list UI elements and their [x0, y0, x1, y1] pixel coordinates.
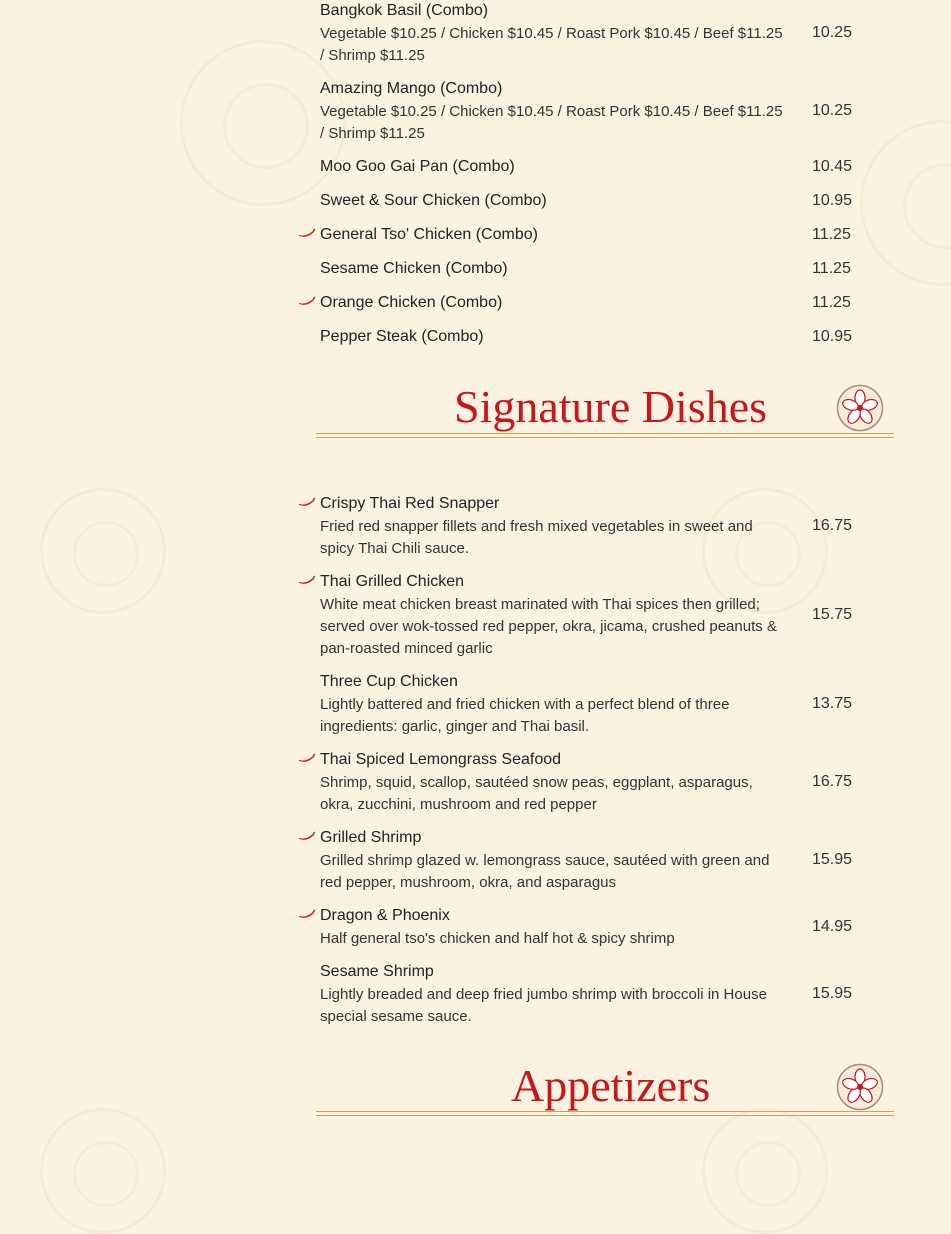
menu-item [320, 961, 790, 1028]
item-description: Shrimp, squid, scallop, sautéed snow peas, eggplant, asparagus, okra, zucchini, mushroom and red pepper [320, 774, 753, 813]
item-price: 10.95 [812, 328, 853, 345]
item-name: Pepper Steak (Combo) [320, 328, 484, 345]
item-name: Dragon & Phoenix [320, 907, 450, 924]
item-description: Lightly breaded and deep fried jumbo shrimp with broccoli in House special sesame sauce. [320, 986, 767, 1025]
section-title-appetizers: Appetizers [511, 1060, 711, 1111]
menu-item [320, 190, 790, 212]
item-price: 11.25 [812, 226, 851, 243]
item-name: Thai Grilled Chicken [320, 573, 465, 590]
background-ornament [40, 1108, 166, 1234]
item-description: Half general tso's chicken and half hot & spicy shrimp [320, 930, 675, 947]
item-name: Sesame Chicken (Combo) [320, 260, 508, 277]
menu-item [320, 326, 790, 348]
menu-item [320, 827, 790, 894]
menu-item [320, 905, 790, 950]
item-name: Sesame Shrimp [320, 963, 434, 980]
item-price: 13.75 [812, 695, 853, 712]
item-name: Thai Spiced Lemongrass Seafood [320, 751, 562, 768]
menu-item [320, 292, 790, 314]
section-divider [316, 433, 894, 438]
item-name: Crispy Thai Red Snapper [320, 495, 500, 512]
chili-pepper-icon [298, 575, 316, 585]
cherry-blossom-icon [836, 384, 884, 432]
background-ornament [702, 1108, 828, 1234]
item-name: General Tso' Chicken (Combo) [320, 226, 538, 243]
chili-pepper-icon [298, 831, 316, 841]
menu-item [320, 493, 790, 560]
item-description: Vegetable $10.25 / Chicken $10.45 / Roast Pork $10.45 / Beef $11.25 / Shrimp $11.25 [320, 25, 783, 64]
cherry-blossom-icon [836, 1063, 884, 1111]
menu-item [320, 258, 790, 280]
item-name: Orange Chicken (Combo) [320, 294, 503, 311]
item-price: 10.45 [812, 158, 853, 175]
chili-pepper-icon [298, 753, 316, 763]
item-price: 16.75 [812, 517, 853, 534]
menu-item [320, 749, 790, 816]
item-price: 10.25 [812, 102, 853, 119]
item-name: Three Cup Chicken [320, 673, 458, 690]
item-name: Amazing Mango (Combo) [320, 80, 503, 97]
item-description: Lightly battered and fried chicken with a perfect blend of three ingredients: garlic, ginger and Thai basil. [320, 696, 730, 735]
menu-item [320, 671, 790, 738]
item-name: Moo Goo Gai Pan (Combo) [320, 158, 515, 175]
section-divider [316, 1111, 894, 1116]
item-price: 10.25 [812, 24, 853, 41]
menu-item [320, 156, 790, 178]
background-ornament [860, 120, 951, 286]
item-description: Vegetable $10.25 / Chicken $10.45 / Roast Pork $10.45 / Beef $11.25 / Shrimp $11.25 [320, 103, 783, 142]
chili-pepper-icon [298, 909, 316, 919]
background-ornament [40, 488, 166, 614]
item-description: Fried red snapper fillets and fresh mixed vegetables in sweet and spicy Thai Chili sauce. [320, 518, 753, 557]
item-description: Grilled shrimp glazed w. lemongrass sauce, sautéed with green and red pepper, mushroom, okra, and asparagus [320, 852, 770, 891]
menu-item [320, 78, 790, 145]
item-description: White meat chicken breast marinated with Thai spices then grilled; served over wok-tossed red pepper, okra, jicama, crushed peanuts & pan-roasted minced garlic [320, 596, 777, 657]
menu-item [320, 0, 790, 67]
item-price: 14.95 [812, 918, 853, 935]
item-price: 11.25 [812, 294, 851, 311]
item-name: Bangkok Basil (Combo) [320, 2, 489, 19]
menu-item [320, 571, 790, 660]
item-name: Sweet & Sour Chicken (Combo) [320, 192, 547, 209]
section-title-signature: Signature Dishes [454, 381, 768, 432]
item-price: 10.95 [812, 192, 853, 209]
chili-pepper-icon [298, 296, 316, 306]
chili-pepper-icon [298, 228, 316, 238]
item-price: 15.95 [812, 985, 853, 1002]
menu-item [320, 224, 790, 246]
item-name: Grilled Shrimp [320, 829, 422, 846]
chili-pepper-icon [298, 497, 316, 507]
item-price: 15.95 [812, 851, 853, 868]
item-price: 11.25 [812, 260, 851, 277]
item-price: 15.75 [812, 606, 853, 623]
item-price: 16.75 [812, 773, 853, 790]
